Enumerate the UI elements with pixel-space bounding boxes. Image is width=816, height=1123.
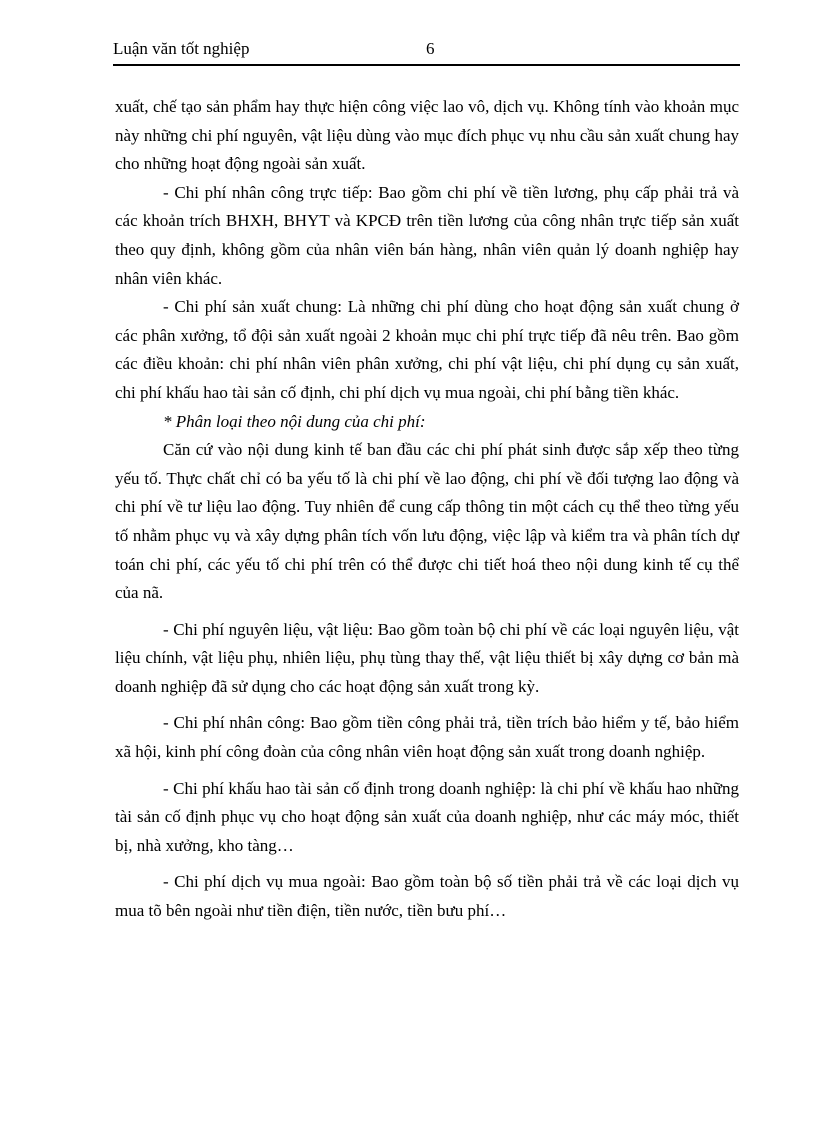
paragraph: - Chi phí nguyên liệu, vật liệu: Bao gồm toàn bộ chi phí về các loại nguyên liệu, vật liệu chính, vật liệu phụ, nhiên liệu, phụ tùng thay thế, vật liệu thiết bị xây dựng cơ bản mà doanh nghiệp đã sử dụng cho các hoạt động sản xuất trong kỳ. (115, 619, 739, 696)
header-title: Luận văn tốt nghiệp (113, 39, 250, 58)
page-header (113, 36, 740, 66)
paragraph: - Chi phí nhân công trực tiếp: Bao gồm chi phí về tiền lương, phụ cấp phải trả và các khoản trích BHXH, BHYT và KPCĐ trên tiền lương của công nhân trực tiếp sản xuất theo quy định, không gồm của nhân viên bán hàng, nhân viên quản lý doanh nghiệp hay nhân viên khác. (115, 182, 739, 288)
page-number: 6 (426, 39, 435, 58)
paragraph: - Chi phí nhân công: Bao gồm tiền công phải trả, tiền trích bảo hiểm y tế, bảo hiểm xã hội, kinh phí công đoàn của công nhân viên hoạt động sản xuất trong doanh nghiệp. (115, 713, 739, 762)
paragraph: - Chi phí sản xuất chung: Là những chi phí dùng cho hoạt động sản xuất chung ở các phân xưởng, tổ đội sản xuất ngoài 2 khoản mục chi phí trực tiếp đã nêu trên. Bao gồm các điều khoản: chi phí nhân viên phân xưởng, chi phí vật liệu, chi phí dụng cụ sản xuất, chi phí khấu hao tài sản cố định, chi phí dịch vụ mua ngoài, chi phí bằng tiền khác. (115, 297, 739, 402)
paragraph: Căn cứ vào nội dung kinh tế ban đầu các chi phí phát sinh được sắp xếp theo từng yếu tố. Thực chất chỉ có ba yếu tố là chi phí về lao động, chi phí về đối tượng lao động và chi phí về tư liệu lao động. Tuy nhiên để cung cấp thông tin một cách cụ thể theo từng yếu tố nhằm phục vụ và xây dựng phân tích vốn lưu động, việc lập và kiểm tra và phân tích dự toán chi phí, các yếu tố chi phí trên có thể được chi tiết hoá theo nội dung kinh tế cụ thể của nã. (115, 440, 739, 603)
paragraph: - Chi phí khấu hao tài sản cố định trong doanh nghiệp: là chi phí về khấu hao những tài sản cố định phục vụ cho hoạt động sản xuất của doanh nghiệp, như các máy móc, thiết bị, nhà xưởng, kho tàng… (115, 778, 739, 855)
paragraph: xuất, chế tạo sản phẩm hay thực hiện công việc lao vô, dịch vụ. Không tính vào khoản mục này những chi phí nguyên, vật liệu dùng vào mục đích phục vụ nhu cầu sản xuất chung hay cho những hoạt động ngoài sản xuất. (115, 97, 739, 174)
section-heading: * Phân loại theo nội dung của chi phí: (163, 411, 426, 431)
document-body (115, 93, 739, 926)
paragraph: - Chi phí dịch vụ mua ngoài: Bao gồm toàn bộ số tiền phải trả về các loại dịch vụ mua tõ bên ngoài như tiền điện, tiền nước, tiền bưu phí… (115, 872, 739, 921)
